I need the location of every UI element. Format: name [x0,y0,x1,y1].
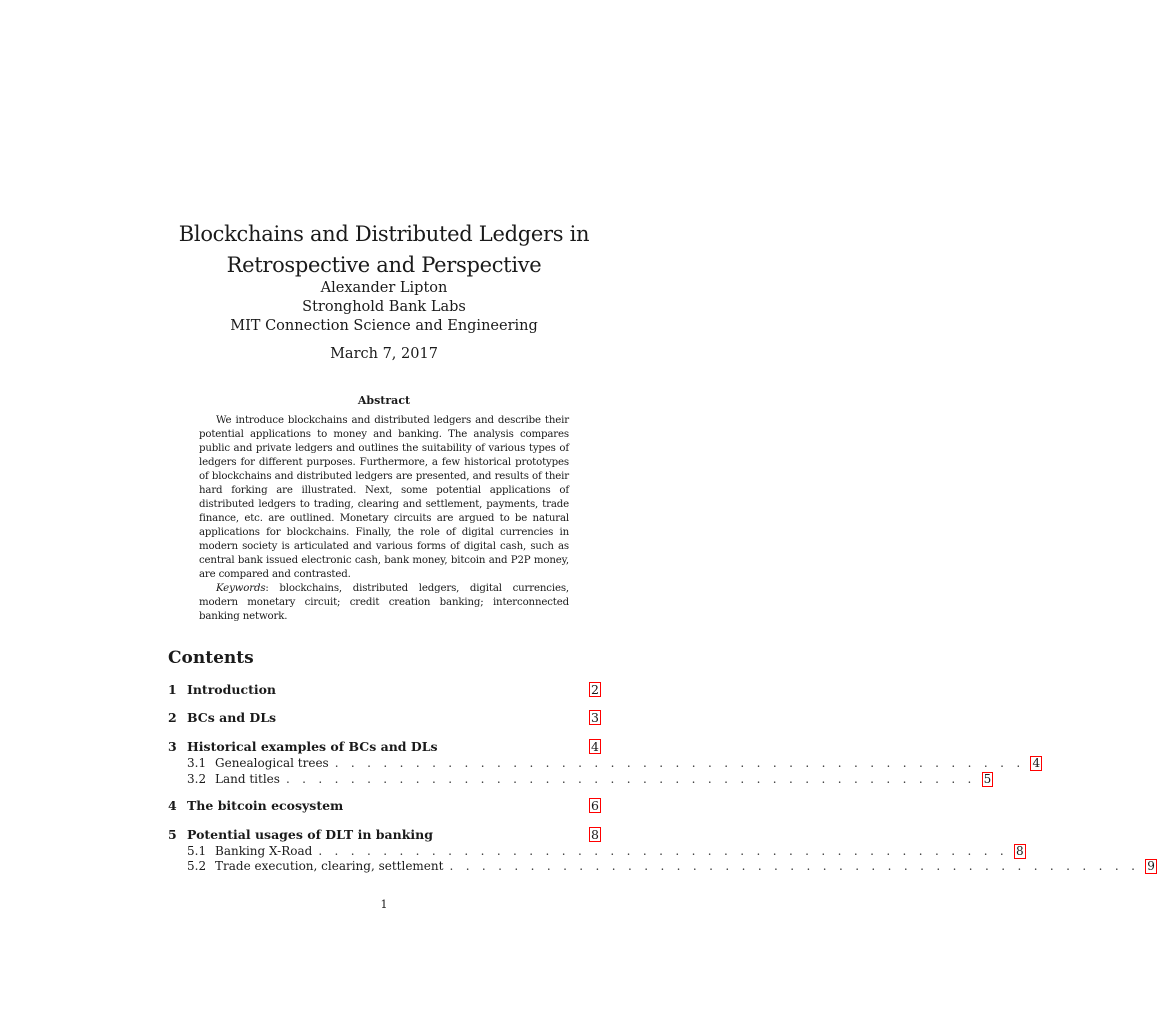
toc-title: BCs and DLs [187,710,277,725]
toc-number: 1 [168,682,177,697]
contents-heading: Contents [168,648,254,668]
toc-page-link[interactable]: 3 [591,710,599,725]
toc-number: 5.1 [187,844,207,858]
paper-date: March 7, 2017 [330,346,438,362]
toc-entry[interactable] [168,682,601,698]
toc-entry[interactable] [168,827,601,843]
toc-dot-leader: . . . . . . . . . . . . . . . . . . . . . . . . . . . . . . . . . . . . . . . . . . . [449,859,1140,873]
toc-number: 2 [168,710,177,725]
toc-page-link[interactable]: 4 [591,739,599,754]
toc-title: Potential usages of DLT in banking [187,827,433,842]
toc-number: 3.1 [187,756,207,770]
paper-title [0,219,768,281]
toc-subentry[interactable] [187,755,1041,771]
affiliation-1: Stronghold Bank Labs [302,299,466,315]
toc-title: Banking X-Road [215,844,313,858]
keywords-paragraph [199,582,569,624]
toc-subentry[interactable] [187,843,1024,859]
toc-dot-leader: . . . . . . . . . . . . . . . . . . . . . . . . . . . . . . . . . . . . . . . . . . . [318,844,1009,858]
keywords-text: : blockchains, distributed ledgers, digital currencies, modern monetary circuit; credit creation banking; interconnected banking network. [199,583,569,622]
toc-title: Introduction [187,682,277,697]
toc-number: 3.2 [187,772,207,786]
toc-title: Trade execution, clearing, settlement [215,859,444,873]
toc-title: The bitcoin ecosystem [187,798,344,813]
abstract-paragraph: We introduce blockchains and distributed ledgers and describe their potential applications to money and banking. The analysis compares public and private ledgers and outlines the suitability of various types of ledgers for different purposes. Furthermore, a few historical prototypes of blockchains and distributed ledgers are presented, and results of their hard forking are illustrated. Next, some potential applications of distributed ledgers to trading, clearing and settlement, payments, trade finance, etc. are outlined. Monetary circuits are argued to be natural applications for blockchains. Finally, the role of digital currencies in modern society is articulated and various forms of digital cash, such as central bank issued electronic cash, bank money, bitcoin and P2P money, are compared and contrasted. [199,415,569,580]
abstract-body [199,414,569,624]
toc-number: 4 [168,798,177,813]
toc-page-link[interactable]: 6 [591,798,599,813]
toc-entry[interactable] [168,739,601,755]
toc-dot-leader: . . . . . . . . . . . . . . . . . . . . . . . . . . . . . . . . . . . . . . . . . . . [285,772,976,786]
toc-number: 3 [168,739,177,754]
toc-number: 5 [168,827,177,842]
toc-subentry[interactable] [187,858,1155,874]
toc-title: Genealogical trees [215,756,329,770]
author-name: Alexander Lipton [320,280,448,296]
author-block [0,279,768,336]
toc-subentry[interactable] [187,771,992,787]
toc-title: Land titles [215,772,280,786]
toc-entry[interactable] [168,798,601,814]
toc-page-link[interactable]: 4 [1032,756,1041,770]
keywords-label: Keywords [216,583,266,594]
title-line-2: Retrospective and Perspective [226,253,542,278]
toc-page-link[interactable]: 9 [1147,859,1155,873]
page-number: 1 [380,898,388,911]
abstract-heading: Abstract [357,394,411,407]
affiliation-2: MIT Connection Science and Engineering [230,318,538,334]
toc-title: Historical examples of BCs and DLs [187,739,438,754]
toc-page-link[interactable]: 8 [1016,844,1024,858]
toc-page-link[interactable]: 2 [591,682,599,697]
title-line-1: Blockchains and Distributed Ledgers in [178,222,590,247]
toc-entry[interactable] [168,710,601,726]
toc-number: 5.2 [187,859,207,873]
toc-dot-leader: . . . . . . . . . . . . . . . . . . . . . . . . . . . . . . . . . . . . . . . . . . . [334,756,1025,770]
toc-page-link[interactable]: 8 [591,827,599,842]
toc-page-link[interactable]: 5 [983,772,992,786]
